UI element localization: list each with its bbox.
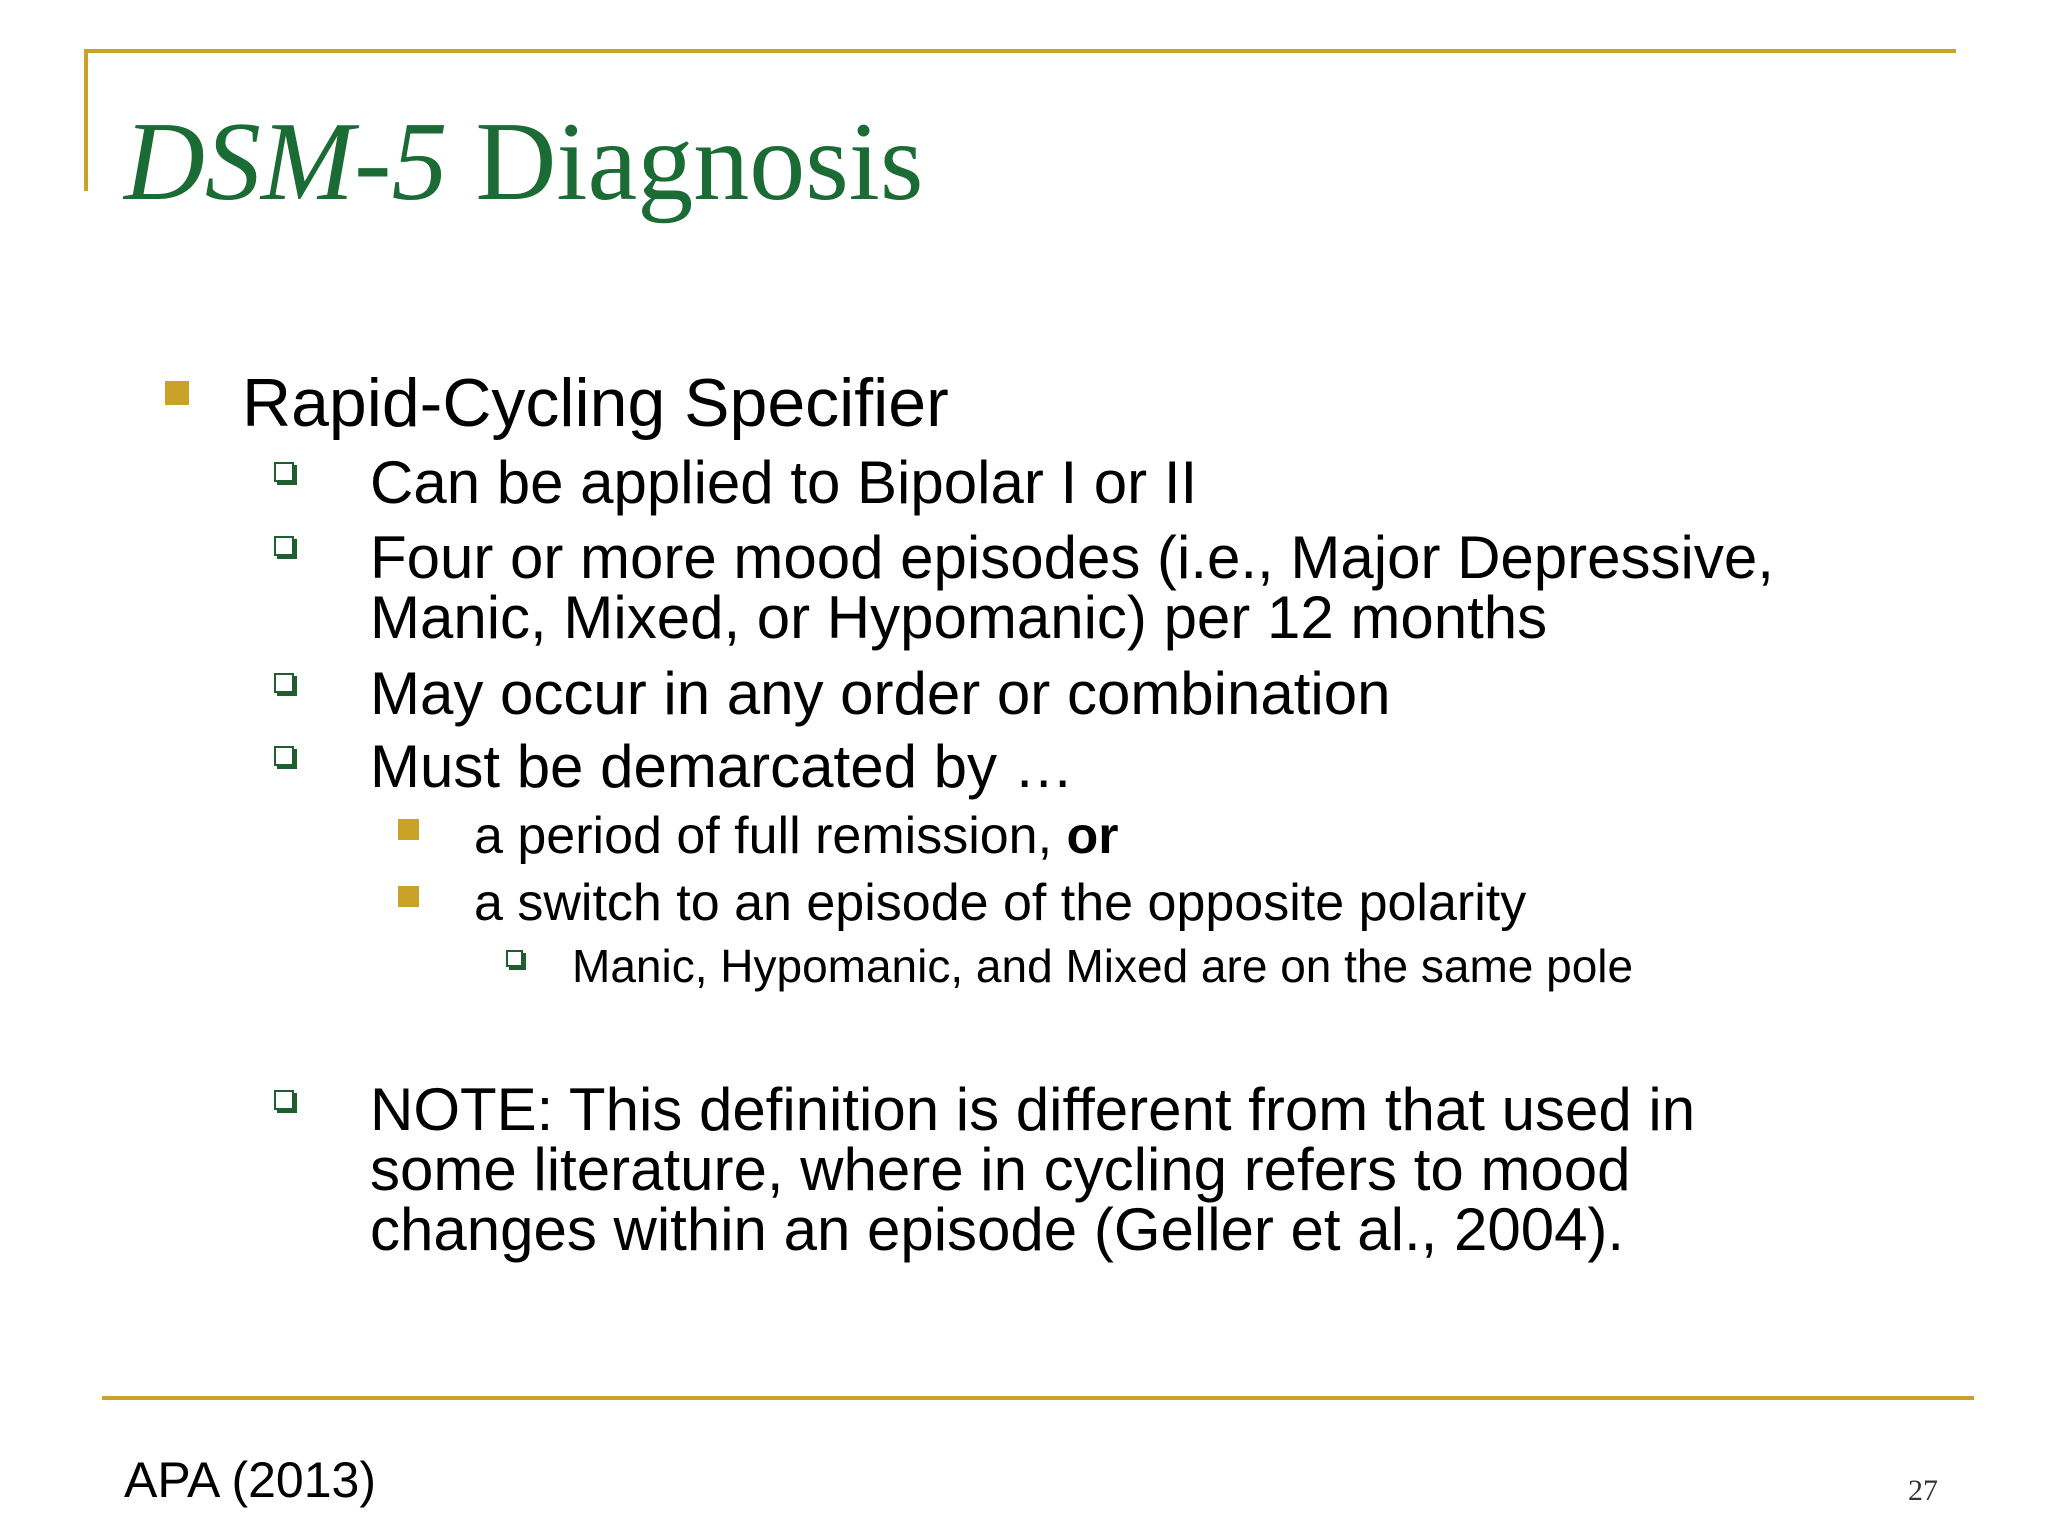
bullet-any-order: May occur in any order or combination xyxy=(370,660,1391,727)
full-remission-text: a period of full remission, xyxy=(474,807,1067,865)
bullet-full-remission xyxy=(474,808,1119,864)
source-citation: APA (2013) xyxy=(124,1452,377,1508)
hollow-box-bullet-icon xyxy=(274,746,294,766)
left-rule xyxy=(84,49,88,191)
gold-square-bullet-icon xyxy=(165,381,189,405)
hollow-box-bullet-icon xyxy=(274,536,294,556)
hollow-box-bullet-icon xyxy=(274,673,294,693)
gold-square-bullet-icon xyxy=(398,819,419,840)
gold-square-bullet-icon xyxy=(398,886,419,907)
slide-title-italic: DSM-5 xyxy=(124,100,448,224)
top-rule xyxy=(84,49,1956,53)
bullet-applied-bipolar: Can be applied to Bipolar I or II xyxy=(370,449,1198,516)
bottom-rule xyxy=(102,1396,1974,1400)
full-remission-or: or xyxy=(1066,807,1119,865)
hollow-box-bullet-icon xyxy=(274,1090,294,1110)
note-line2: some literature, where in cycling refers to mood xyxy=(370,1136,1631,1203)
slide-title-rest: Diagnosis xyxy=(447,100,924,224)
slide-title xyxy=(124,98,923,227)
hollow-box-bullet-icon xyxy=(506,950,523,967)
bullet-rapid-cycling-specifier: Rapid-Cycling Specifier xyxy=(242,365,949,441)
bullet-four-mood-episodes-line1: Four or more mood episodes (i.e., Major Depressive, xyxy=(370,524,1774,591)
note-line1: NOTE: This definition is different from that used in xyxy=(370,1076,1696,1143)
bullet-demarcated-by: Must be demarcated by … xyxy=(370,733,1074,800)
bullet-same-pole: Manic, Hypomanic, and Mixed are on the same pole xyxy=(572,940,1634,992)
hollow-box-bullet-icon xyxy=(274,462,294,482)
bullet-four-mood-episodes-line2: Manic, Mixed, or Hypomanic) per 12 months xyxy=(370,584,1548,651)
bullet-switch-polarity: a switch to an episode of the opposite polarity xyxy=(474,874,1527,932)
page-number: 27 xyxy=(1908,1474,1938,1507)
note-line3: changes within an episode (Geller et al., 2004). xyxy=(370,1196,1625,1263)
